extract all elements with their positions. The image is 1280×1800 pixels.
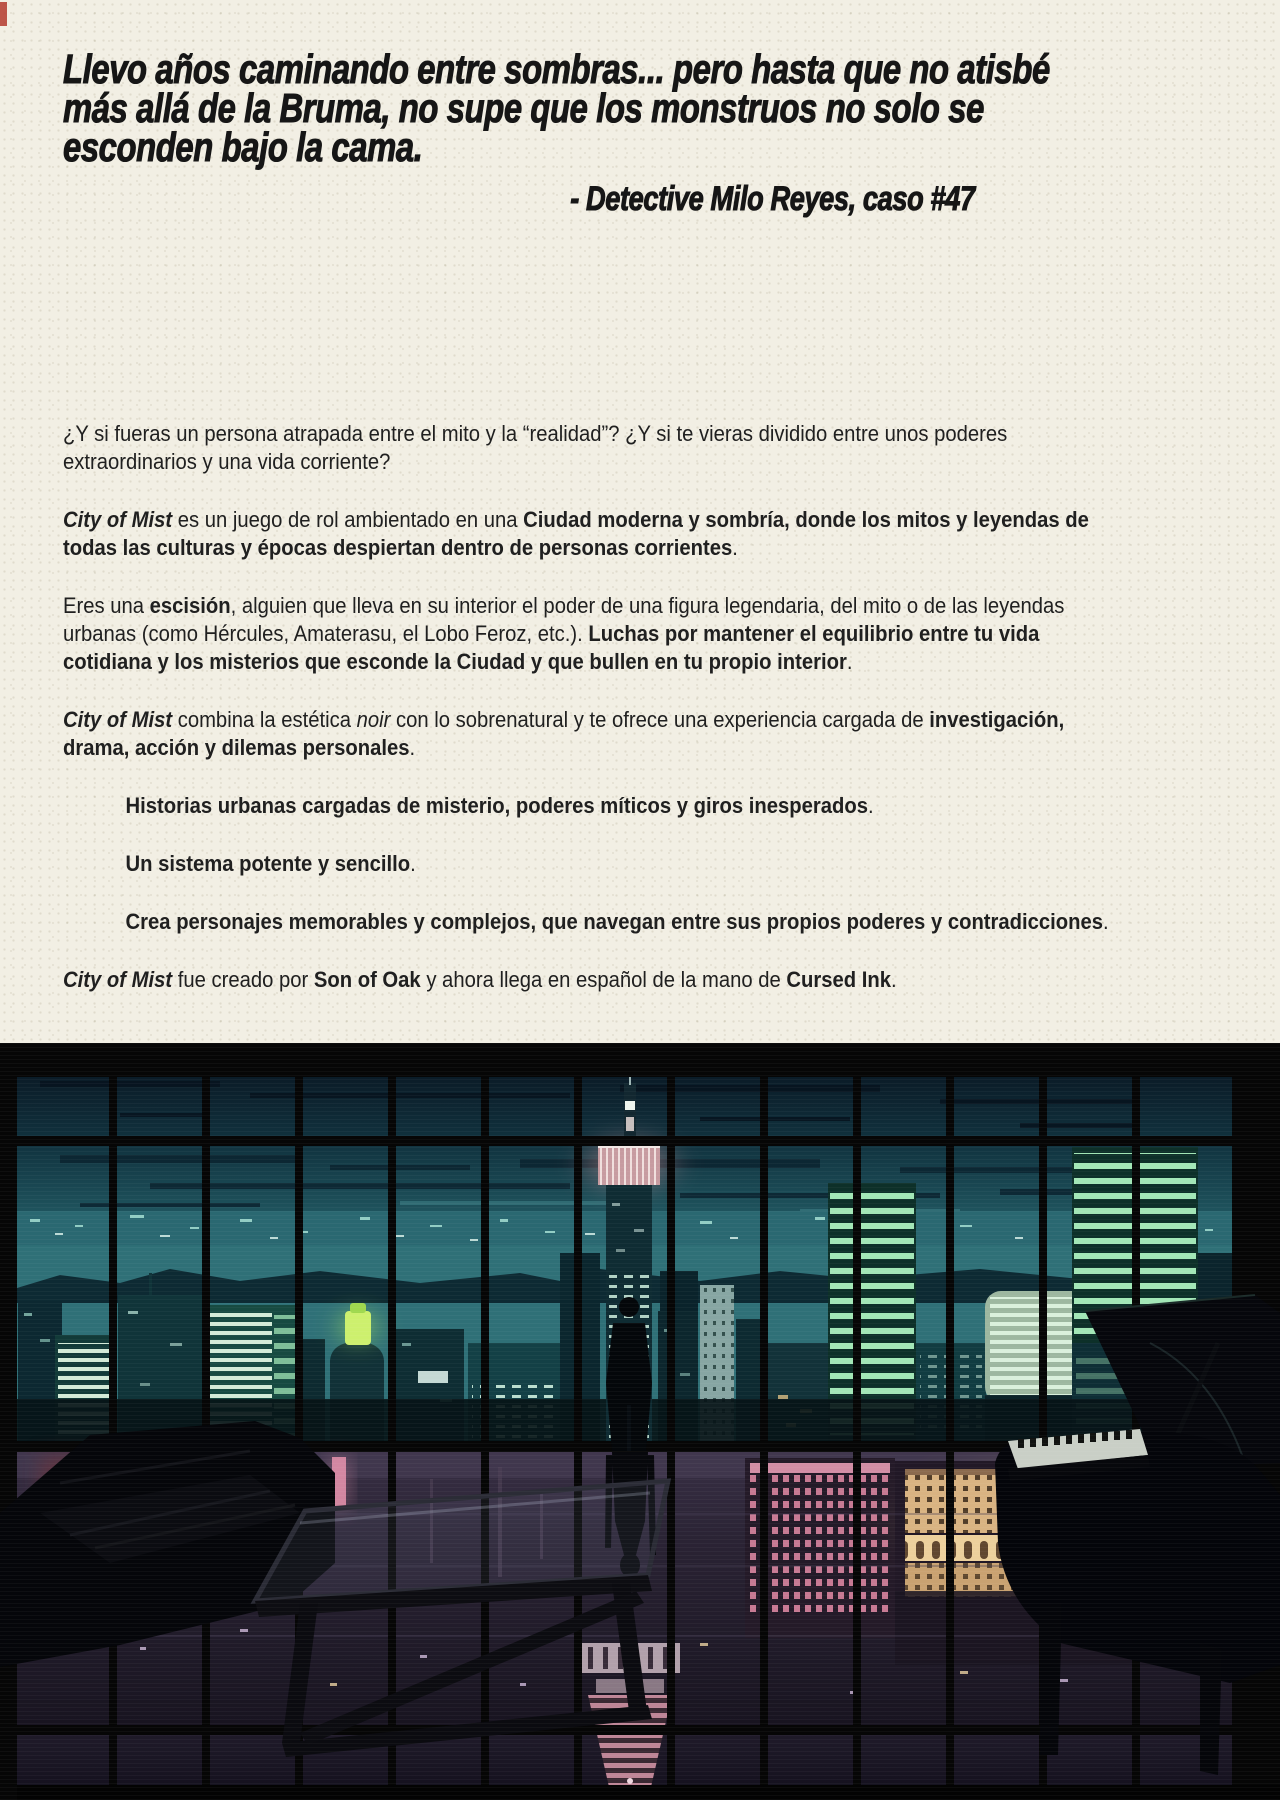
text-run: Son of Oak	[313, 967, 421, 992]
text-run: escisión	[149, 593, 231, 618]
detective-quote	[63, 46, 1050, 170]
quote-line: esconden bajo la cama.	[63, 124, 423, 170]
text-run: Eres una	[63, 593, 150, 618]
paragraph	[63, 420, 1123, 476]
paragraph	[63, 966, 1123, 994]
text-run: .	[732, 535, 738, 560]
text-run: ¿Y si fueras un persona atrapada entre el mito y la “realidad”? ¿Y si te vieras dividido entre unos poderes extraordinarios y una vida corriente?	[63, 421, 1008, 474]
text-run: y ahora llega en español de la mano de	[420, 967, 787, 992]
text-run: .	[891, 967, 897, 992]
body-copy	[63, 420, 1123, 994]
text-run: Un sistema potente y sencillo	[125, 851, 411, 876]
text-run: .	[846, 649, 853, 674]
quote-block	[0, 0, 1280, 217]
paragraph	[63, 592, 1123, 676]
quote-line: más allá de la Bruma, no supe que los monstruos no solo se	[63, 85, 984, 131]
text-run: Cursed Ink	[786, 967, 892, 992]
paragraph	[63, 792, 1123, 820]
paragraph	[63, 506, 1123, 562]
text-run: City of Mist	[63, 967, 173, 992]
paragraph	[63, 706, 1123, 762]
text-run: fue creado por	[172, 967, 314, 992]
corner-mark	[0, 2, 7, 26]
quote-line: Llevo años caminando entre sombras... pero hasta que no atisbé	[63, 46, 1050, 92]
quote-attribution: - Detective Milo Reyes, caso #47	[570, 180, 975, 218]
text-run: .	[410, 851, 416, 876]
text-run: .	[1103, 909, 1109, 934]
text-run: investigación, drama, acción y dilemas personales	[63, 707, 1065, 760]
city-night-artwork	[0, 1043, 1280, 1800]
text-run: City of Mist	[63, 707, 173, 732]
text-run: , alguien que lleva en su interior el poder de una figura legendaria, del mito o de las leyendas urbanas (como Hércules, Amaterasu, el Lobo Feroz, etc.).	[63, 593, 1065, 646]
text-run: con lo sobrenatural y te ofrece una experiencia cargada de	[390, 707, 930, 732]
text-run: .	[867, 793, 874, 818]
text-run: es un juego de rol ambientado en una	[172, 507, 524, 532]
text-run: combina la estética	[172, 707, 357, 732]
text-run: Ciudad moderna y sombría, donde los mitos y leyendas de todas las culturas y épocas despiertan dentro de personas corrientes	[63, 507, 1089, 560]
text-run: City of Mist	[63, 507, 173, 532]
text-run: Historias urbanas cargadas de misterio, poderes míticos y giros inesperados	[125, 793, 868, 818]
text-run: Luchas por mantener el equilibrio entre tu vida cotidiana y los misterios que esconde la Ciudad y que bullen en tu propio interior	[63, 621, 1040, 674]
paragraph	[63, 850, 1123, 878]
hero-illustration	[0, 1043, 1280, 1800]
text-run: .	[409, 735, 416, 760]
paragraph	[63, 908, 1123, 936]
text-run: noir	[356, 707, 391, 732]
text-run: Crea personajes memorables y complejos, que navegan entre sus propios poderes y contradicciones	[125, 909, 1104, 934]
